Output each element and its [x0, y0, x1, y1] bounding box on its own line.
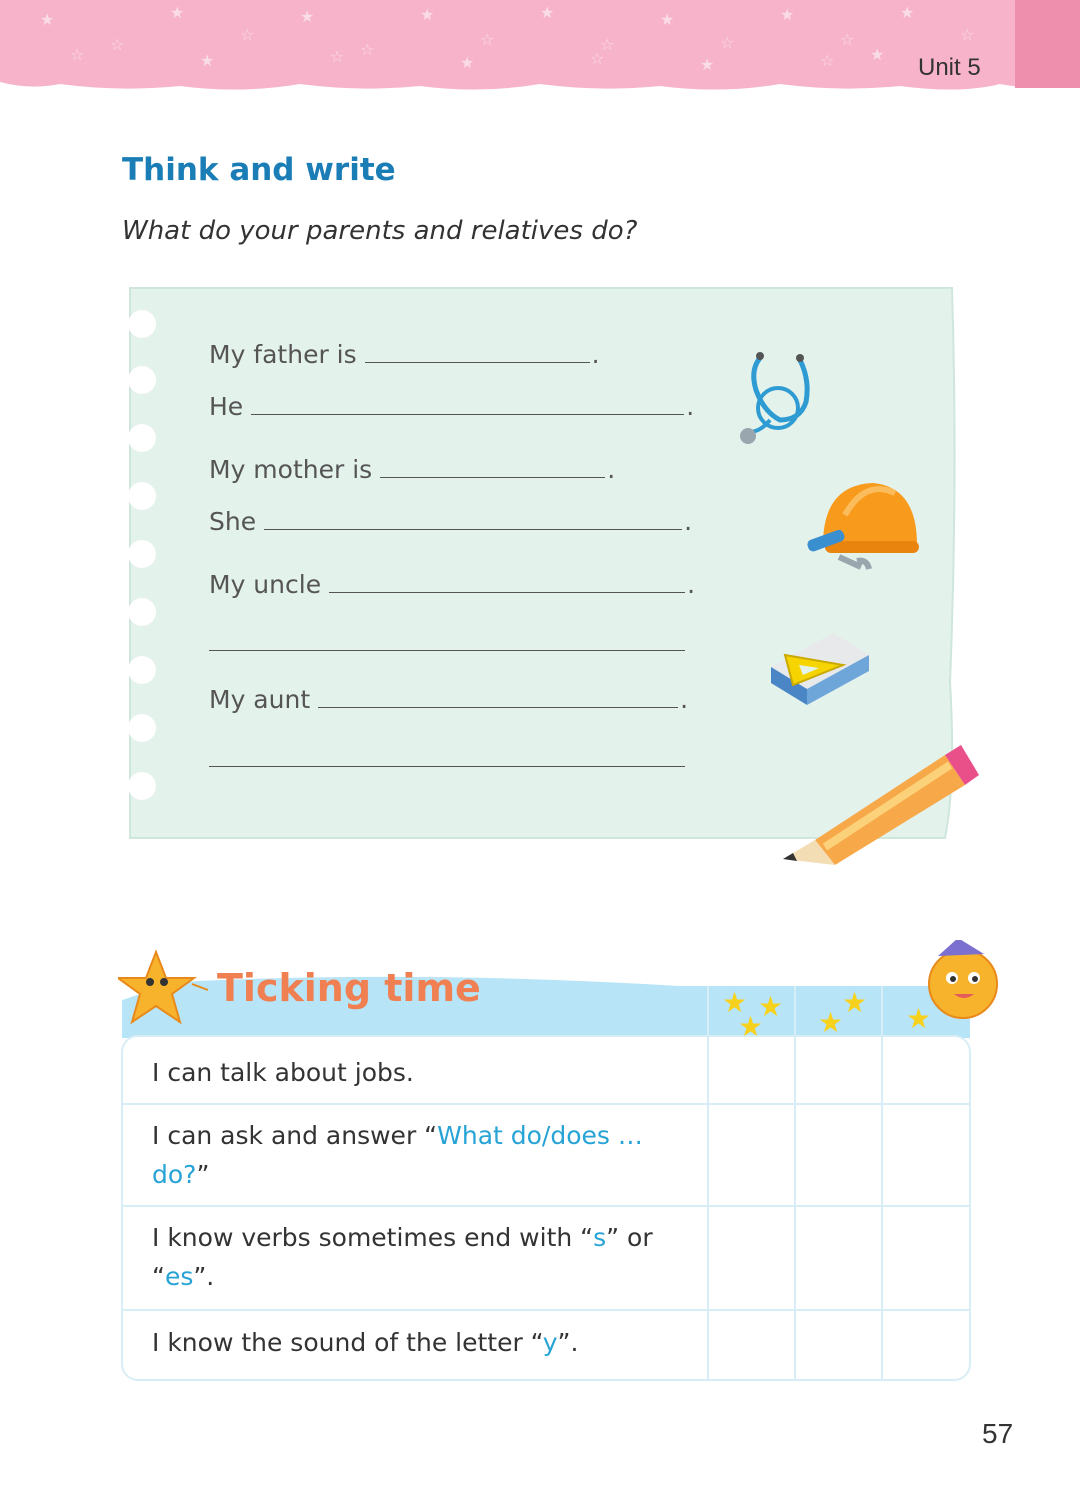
- label-he: He: [209, 392, 244, 421]
- book-ruler-icon: [765, 625, 875, 715]
- line-he: He .: [209, 392, 695, 421]
- blank-aunt-2[interactable]: [209, 766, 685, 767]
- blank-mother[interactable]: [380, 475, 605, 478]
- svg-text:★: ★: [460, 53, 475, 72]
- svg-text:★: ★: [900, 3, 915, 22]
- svg-text:☆: ☆: [840, 30, 855, 49]
- ticking-row-1: I can talk about jobs.: [152, 1058, 414, 1087]
- label-father: My father is: [209, 340, 357, 369]
- svg-text:★: ★: [842, 986, 868, 1019]
- line-aunt: My aunt .: [209, 685, 689, 714]
- svg-text:★: ★: [300, 7, 315, 26]
- blank-uncle[interactable]: [329, 590, 685, 593]
- ticking-row-3: I know verbs sometimes end with “s” or “es”.: [152, 1223, 653, 1291]
- svg-text:★: ★: [906, 1002, 932, 1035]
- svg-text:★: ★: [818, 1006, 844, 1039]
- svg-text:☆: ☆: [330, 47, 345, 66]
- ball-mascot: [929, 940, 997, 1018]
- ticking-title: Ticking time: [217, 966, 481, 1010]
- blank-she[interactable]: [264, 527, 682, 530]
- page-number: 57: [982, 1418, 1014, 1449]
- label-aunt: My aunt: [209, 685, 311, 714]
- svg-text:☆: ☆: [480, 30, 495, 49]
- svg-text:★: ★: [660, 10, 675, 29]
- blank-uncle-2[interactable]: [209, 650, 685, 651]
- svg-text:★: ★: [40, 10, 55, 29]
- svg-text:★: ★: [780, 5, 795, 24]
- section-question: What do your parents and relatives do?: [122, 216, 638, 246]
- svg-text:★: ★: [738, 1010, 764, 1043]
- ticking-row-4: I know the sound of the letter “y”.: [152, 1328, 579, 1357]
- stethoscope-icon: [730, 350, 820, 450]
- blank-father[interactable]: [365, 360, 590, 363]
- svg-text:☆: ☆: [960, 25, 975, 44]
- blank-aunt[interactable]: [318, 705, 678, 708]
- section-title: Think and write: [122, 152, 396, 188]
- svg-text:☆: ☆: [720, 33, 735, 52]
- svg-text:★: ★: [420, 5, 435, 24]
- line-mother: My mother is .: [209, 455, 616, 484]
- unit-label: Unit 5: [918, 54, 981, 81]
- label-mother: My mother is: [209, 455, 373, 484]
- hard-hat-icon: [805, 475, 925, 580]
- svg-text:☆: ☆: [590, 49, 605, 68]
- ticking-row-2: I can ask and answer “What do/does … do?”: [152, 1121, 643, 1189]
- line-father: My father is .: [209, 340, 600, 369]
- line-uncle: My uncle .: [209, 570, 696, 599]
- svg-text:☆: ☆: [600, 35, 615, 54]
- svg-text:★: ★: [758, 990, 784, 1023]
- svg-text:★: ★: [540, 3, 555, 22]
- svg-text:★: ★: [170, 3, 185, 22]
- line-she: She .: [209, 507, 693, 536]
- svg-text:★: ★: [722, 986, 748, 1019]
- svg-text:☆: ☆: [240, 25, 255, 44]
- label-she: She: [209, 507, 257, 536]
- pencil-icon: [775, 735, 985, 865]
- svg-text:☆: ☆: [820, 51, 835, 70]
- blank-he[interactable]: [251, 412, 684, 415]
- svg-text:☆: ☆: [110, 35, 125, 54]
- svg-text:☆: ☆: [70, 45, 85, 64]
- label-uncle: My uncle: [209, 570, 322, 599]
- svg-text:★: ★: [700, 55, 715, 74]
- svg-text:☆: ☆: [360, 40, 375, 59]
- svg-text:★: ★: [200, 51, 215, 70]
- svg-text:★: ★: [870, 45, 885, 64]
